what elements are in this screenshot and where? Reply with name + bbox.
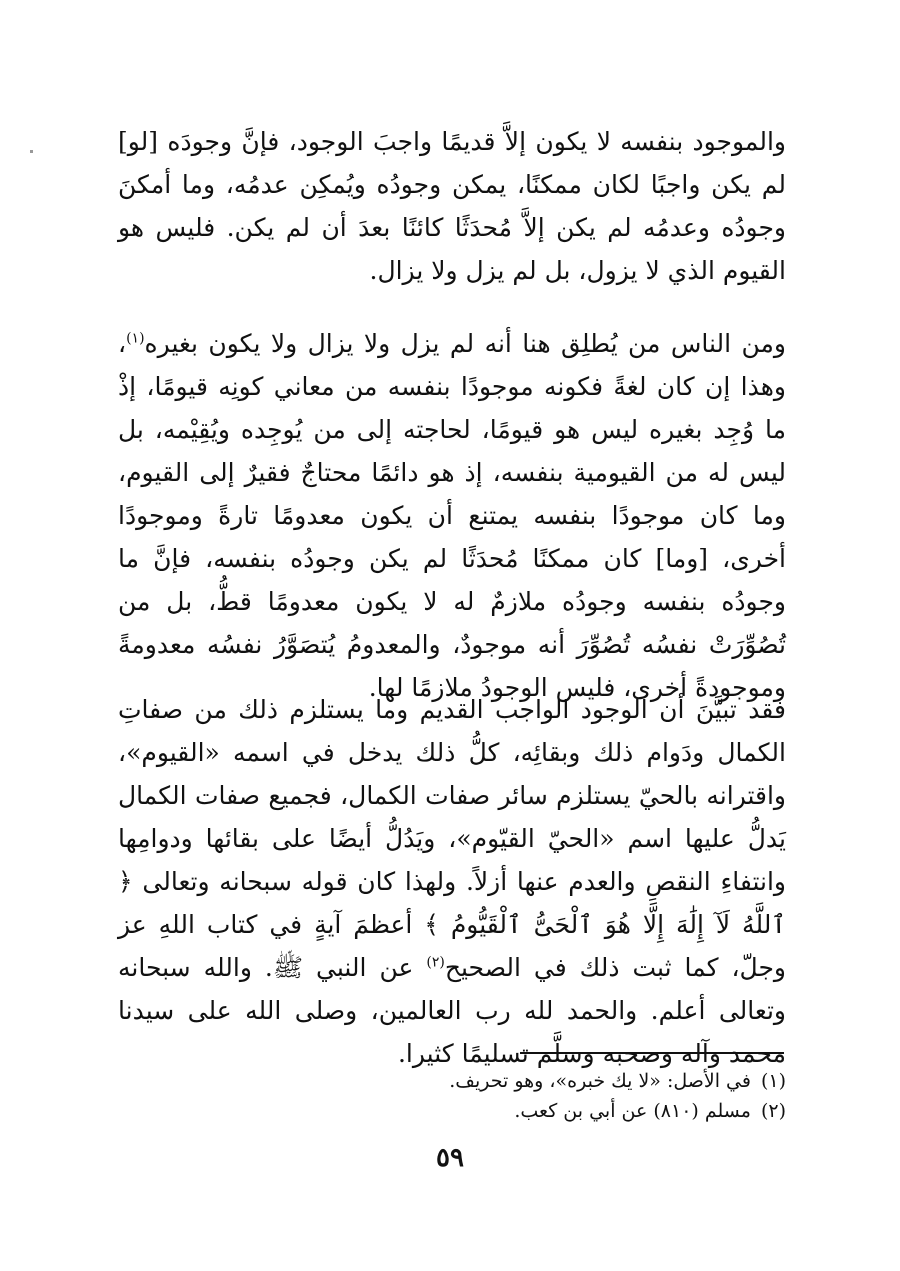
paragraph-3-text-start: فقد تبيَّنَ أن الوجود الواجب القديم وما يستلزم ذلك من صفاتِ الكمال ودَوام ذلك وبقائِه، كلُّ ذلك يدخل في اسمه «القيوم»، واقترانه بالحيّ يستلزم سائر صفات الكمال، فجميع صفات الكمال يَدلُّ عليها اسم «الحيّ القيّوم»، ويَدُلُّ أيضًا على بقائها ودوامِها وانتفاءِ النقصِ والعدم عنها أزلاً. ولهذا كان قوله سبحانه وتعالى ﴿ ٱللَّهُ لَآ إِلَٰهَ إِلَّا هُوَ ٱلْحَىُّ ٱلْقَيُّومُ ﴾ أعظمَ آيةٍ في كتاب اللهِ عز وجلّ، كما ثبت ذلك في الصحيح <box>118 695 786 982</box>
paragraph-3-text-rest: عن النبي ﷺ. والله سبحانه وتعالى أعلم. والحمد لله رب العالمين، وصلى الله على سيدنا محمد وآله وصحبه وسلَّم تسليمًا كثيرا. <box>118 953 786 1068</box>
paragraph-2-text-rest: ، وهذا إن كان لغةً فكونه موجودًا بنفسه من معاني كونِه قيومًا، إذْ ما وُجِد بغيره ليس هو قيومًا، لحاجته إلى من يُوجِده ويُقِيْمه، بل ليس له من القيومية بنفسه، إذ هو دائمًا محتاجٌ فقيرٌ إلى القيوم، وما كان موجودًا بنفسه يمتنع أن يكون معدومًا تارةً وموجودًا أخرى، [وما] كان ممكنًا مُحدَثًا لم يكن وجودُه بنفسه، فإنَّ ما وجودُه بنفسه وجودُه ملازمٌ له لا يكون معدومًا قطُّ، بل من تُصُوِّرَتْ نفسُه تُصُوِّرَ أنه موجودٌ، والمعدومُ يُتصَوَّرُ نفسُه معدومةً وموجودةً أخرى، فليس الوجودُ ملازمًا لها. <box>118 329 786 702</box>
footnotes <box>118 1066 786 1126</box>
footnote-2 <box>118 1096 786 1126</box>
margin-speck <box>30 150 33 153</box>
paragraph-1-text: والموجود بنفسه لا يكون إلاَّ قديمًا واجبَ الوجود، فإنَّ وجودَه [لو] لم يكن واجبًا لكان ممكنًا، يمكن وجودُه ويُمكِن عدمُه، وما أمكنَ وجودُه وعدمُه لم يكن إلاَّ مُحدَثًا كائنًا بعدَ أن لم يكن. فليس هو القيوم الذي لا يزول، بل لم يزل ولا يزال. <box>118 127 786 285</box>
page-number: ٥٩ <box>436 1143 464 1173</box>
paragraph-1 <box>118 120 786 292</box>
footnote-number: (٢) <box>760 1100 786 1122</box>
footnote-separator <box>520 1052 784 1054</box>
footnote-number: (١) <box>760 1070 786 1092</box>
paragraph-2 <box>118 322 786 709</box>
footnote-text: مسلم (٨١٠) عن أبي بن كعب. <box>514 1100 751 1122</box>
footnote-ref-2: (٢) <box>426 954 445 971</box>
paragraph-3 <box>118 688 786 1075</box>
paragraph-2-text-start: ومن الناس من يُطلِق هنا أنه لم يزل ولا يزال ولا يكون بغيره <box>144 329 786 358</box>
footnote-text: في الأصل: «لا يك خبره»، وهو تحريف. <box>449 1070 751 1092</box>
footnote-ref-1: (١) <box>126 330 145 347</box>
footnote-1 <box>118 1066 786 1096</box>
